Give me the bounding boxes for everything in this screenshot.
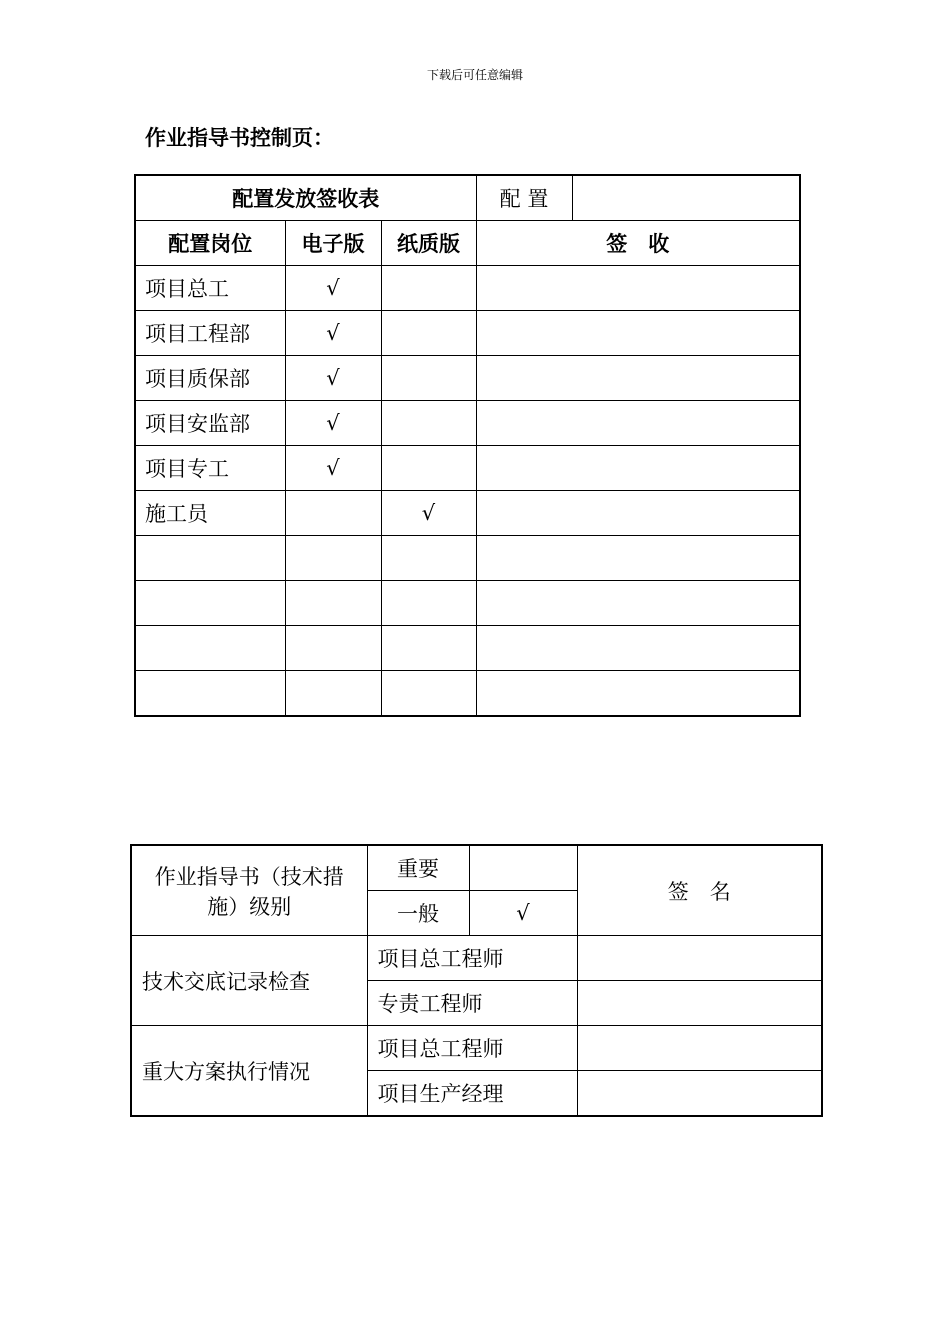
signature-cell[interactable] <box>577 1026 822 1071</box>
level-table <box>130 844 823 1117</box>
electronic-mark[interactable] <box>285 536 381 581</box>
table-row <box>135 266 800 311</box>
position-cell: 项目总工 <box>135 266 285 311</box>
table-row <box>131 845 822 891</box>
role-cell: 项目总工程师 <box>367 936 577 981</box>
paper-mark[interactable] <box>381 581 476 626</box>
section-label: 重大方案执行情况 <box>131 1026 367 1117</box>
position-cell[interactable] <box>135 671 285 717</box>
table-row <box>135 536 800 581</box>
header-signature: 签 收 <box>476 221 800 266</box>
paper-mark <box>381 311 476 356</box>
table-header-row <box>135 221 800 266</box>
position-cell[interactable] <box>135 581 285 626</box>
section-label: 技术交底记录检查 <box>131 936 367 1026</box>
signature-cell[interactable] <box>476 671 800 717</box>
electronic-mark[interactable] <box>285 581 381 626</box>
role-cell: 项目总工程师 <box>367 1026 577 1071</box>
distribution-table <box>134 174 801 717</box>
important-label: 重要 <box>367 845 469 891</box>
header-note: 下载后可任意编辑 <box>426 68 523 82</box>
page-title: 作业指导书控制页： <box>145 126 334 150</box>
paper-mark <box>381 356 476 401</box>
position-cell: 项目专工 <box>135 446 285 491</box>
role-cell: 项目生产经理 <box>367 1071 577 1117</box>
electronic-mark[interactable] <box>285 626 381 671</box>
electronic-mark <box>285 491 381 536</box>
position-cell: 施工员 <box>135 491 285 536</box>
general-label: 一般 <box>367 891 469 936</box>
table-row <box>135 491 800 536</box>
paper-mark[interactable] <box>381 536 476 581</box>
position-cell: 项目工程部 <box>135 311 285 356</box>
signature-cell[interactable] <box>476 311 800 356</box>
signature-cell[interactable] <box>577 1071 822 1117</box>
table-row <box>135 401 800 446</box>
electronic-mark: √ <box>285 356 381 401</box>
header-position: 配置岗位 <box>135 221 285 266</box>
paper-mark[interactable] <box>381 626 476 671</box>
table-row <box>131 936 822 981</box>
signature-cell[interactable] <box>476 446 800 491</box>
electronic-mark[interactable] <box>285 671 381 717</box>
signature-cell[interactable] <box>577 936 822 981</box>
signature-header: 签 名 <box>577 845 822 936</box>
paper-mark <box>381 266 476 311</box>
header-electronic: 电子版 <box>285 221 381 266</box>
table-row <box>135 626 800 671</box>
level-label: 作业指导书（技术措施）级别 <box>131 845 367 936</box>
signature-cell[interactable] <box>476 491 800 536</box>
signature-cell[interactable] <box>476 401 800 446</box>
signature-cell[interactable] <box>577 981 822 1026</box>
signature-cell[interactable] <box>476 626 800 671</box>
signature-cell[interactable] <box>476 356 800 401</box>
table-row <box>135 311 800 356</box>
paper-mark <box>381 446 476 491</box>
table-row <box>135 175 800 221</box>
important-mark[interactable] <box>469 845 577 891</box>
distribution-table-title: 配置发放签收表 <box>135 175 476 221</box>
signature-cell[interactable] <box>476 581 800 626</box>
table-row <box>131 1026 822 1071</box>
electronic-mark: √ <box>285 266 381 311</box>
table-row <box>135 446 800 491</box>
electronic-mark: √ <box>285 401 381 446</box>
role-cell: 专责工程师 <box>367 981 577 1026</box>
config-label: 配 置 <box>476 175 572 221</box>
table-row <box>135 581 800 626</box>
signature-cell[interactable] <box>476 536 800 581</box>
paper-mark <box>381 401 476 446</box>
electronic-mark: √ <box>285 446 381 491</box>
table-row <box>135 356 800 401</box>
electronic-mark: √ <box>285 311 381 356</box>
paper-mark: √ <box>381 491 476 536</box>
header-paper: 纸质版 <box>381 221 476 266</box>
table-row <box>135 671 800 717</box>
position-cell: 项目质保部 <box>135 356 285 401</box>
paper-mark[interactable] <box>381 671 476 717</box>
general-mark[interactable]: √ <box>469 891 577 936</box>
signature-cell[interactable] <box>476 266 800 311</box>
config-value[interactable] <box>572 175 800 221</box>
position-cell: 项目安监部 <box>135 401 285 446</box>
position-cell[interactable] <box>135 536 285 581</box>
position-cell[interactable] <box>135 626 285 671</box>
